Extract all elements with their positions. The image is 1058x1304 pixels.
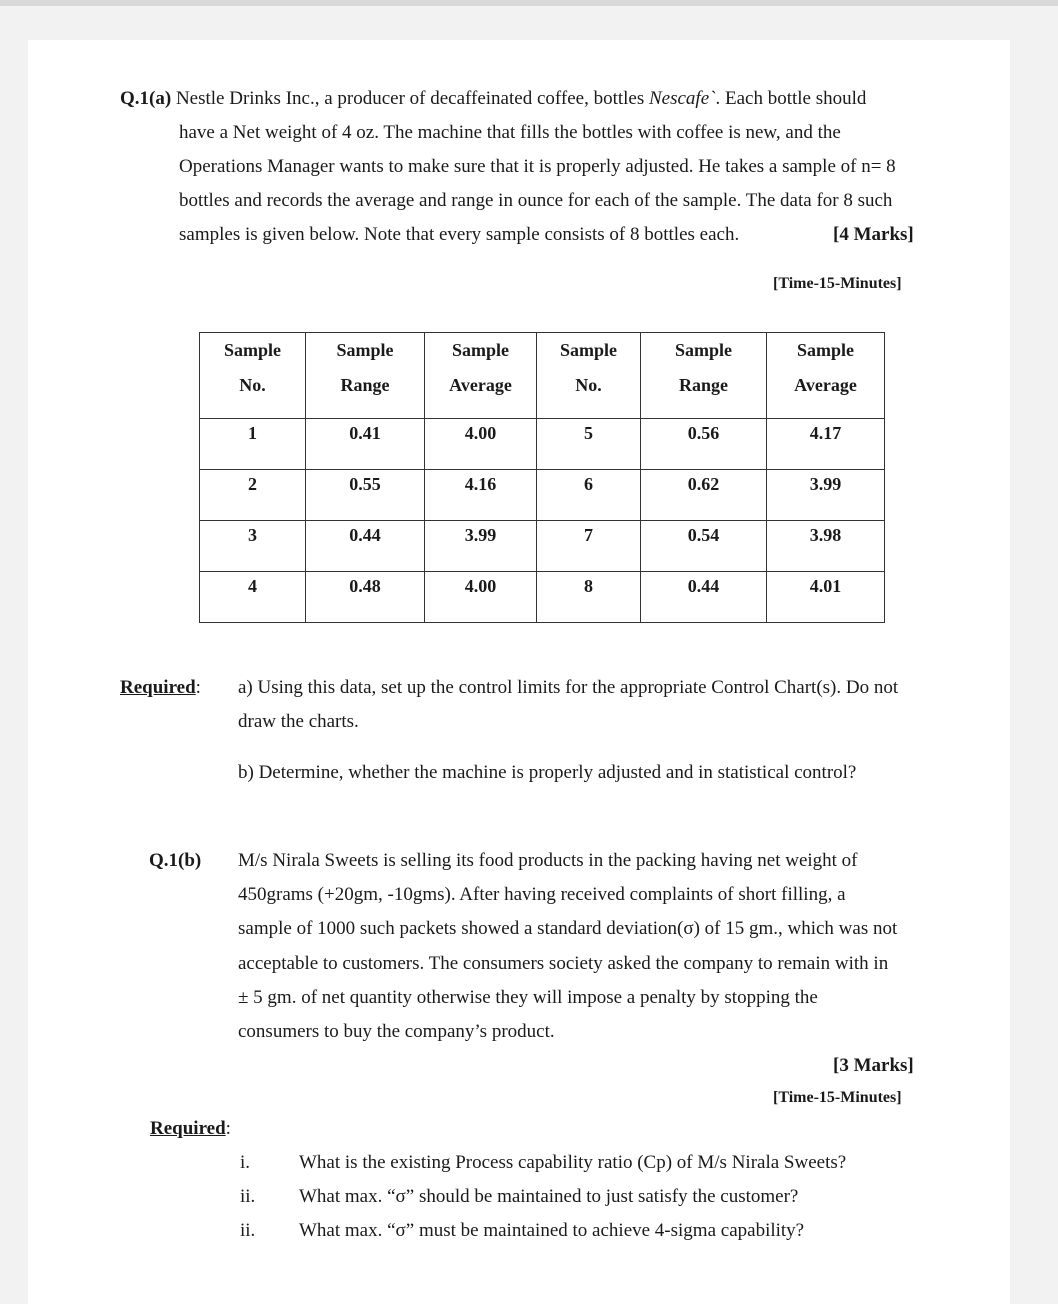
table-cell: 4.00: [425, 419, 537, 470]
table-cell: 4.17: [767, 419, 885, 470]
table-cell: 0.44: [641, 572, 767, 623]
q1a-line-4: bottles and records the average and range in ounce for each of the sample. The data for 8 such: [179, 190, 893, 211]
q1a-line-2: have a Net weight of 4 oz. The machine that fills the bottles with coffee is new, and the: [179, 122, 841, 143]
header-sample-average: Sample Average: [425, 333, 537, 419]
table-row: [200, 572, 885, 623]
q1a-line-1-text: Nestle Drinks Inc., a producer of decaffeinated coffee, bottles: [171, 88, 649, 109]
required-a-line-1: a) Using this data, set up the control limits for the appropriate Control Chart(s). Do not: [238, 677, 899, 698]
table-cell: 6: [537, 470, 641, 521]
q1b-line-2: 450grams (+20gm, -10gms). After having received complaints of short filling, a: [238, 884, 846, 905]
table-cell: 4.16: [425, 470, 537, 521]
q1b-label: Q.1(b): [149, 850, 202, 871]
header-sample-no: Sample No.: [200, 333, 306, 419]
q1a-line-5: samples is given below. Note that every sample consists of 8 bottles each.: [179, 224, 740, 245]
required-2-heading: [150, 1112, 231, 1146]
header-sample-range: Sample Range: [306, 333, 425, 419]
list-item: What is the existing Process capability ratio (Cp) of M/s Nirala Sweets?: [299, 1152, 847, 1173]
table-cell: 8: [537, 572, 641, 623]
table-cell: 3.99: [425, 521, 537, 572]
table-cell: 4.01: [767, 572, 885, 623]
table-cell: 7: [537, 521, 641, 572]
required-1-colon: :: [195, 677, 201, 698]
table-row: [200, 419, 885, 470]
q1a-line-1-end: . Each bottle should: [715, 88, 867, 109]
table-cell: 3: [200, 521, 306, 572]
list-item-number: i.: [240, 1152, 251, 1173]
q1a-label: Q.1(a): [120, 88, 172, 109]
list-item-number: ii.: [240, 1220, 256, 1241]
list-item: What max. “σ” should be maintained to just satisfy the customer?: [299, 1186, 799, 1207]
required-2-label: Required: [150, 1118, 226, 1139]
required-1-label: Required: [120, 677, 196, 698]
table-header-row: [200, 333, 885, 419]
required-1-heading: [120, 671, 201, 705]
q1b-line-6: consumers to buy the company’s product.: [238, 1021, 555, 1042]
table-row: [200, 470, 885, 521]
table-cell: 0.55: [306, 470, 425, 521]
table-cell: 1: [200, 419, 306, 470]
sample-data-table: [199, 332, 885, 623]
q1a-line-1: [120, 82, 866, 116]
table-cell: 4: [200, 572, 306, 623]
table-cell: 0.56: [641, 419, 767, 470]
list-item: What max. “σ” must be maintained to achieve 4-sigma capability?: [299, 1220, 805, 1241]
table-cell: 3.98: [767, 521, 885, 572]
table-cell: 0.48: [306, 572, 425, 623]
table-cell: 0.44: [306, 521, 425, 572]
table-cell: 3.99: [767, 470, 885, 521]
q1a-line-3: Operations Manager wants to make sure that it is properly adjusted. He takes a sample of n= 8: [179, 156, 896, 177]
header-sample-no-2: Sample No.: [537, 333, 641, 419]
q1b-line-5: ± 5 gm. of net quantity otherwise they will impose a penalty by stopping the: [238, 987, 818, 1008]
header-sample-range-2: Sample Range: [641, 333, 767, 419]
brand-name: Nescafe`: [648, 88, 716, 109]
required-a-line-2: draw the charts.: [238, 711, 359, 732]
table-cell: 4.00: [425, 572, 537, 623]
q1b-line-1: M/s Nirala Sweets is selling its food products in the packing having net weight of: [238, 850, 858, 871]
required-2-colon: :: [225, 1118, 231, 1139]
table-cell: 5: [537, 419, 641, 470]
table-cell: 0.62: [641, 470, 767, 521]
table-cell: 0.54: [641, 521, 767, 572]
q1a-time: [Time-15-Minutes]: [773, 275, 902, 292]
q1b-line-3: sample of 1000 such packets showed a standard deviation(σ) of 15 gm., which was not: [238, 918, 898, 939]
q1b-line-4: acceptable to customers. The consumers society asked the company to remain with in: [238, 953, 889, 974]
table-cell: 0.41: [306, 419, 425, 470]
list-item-number: ii.: [240, 1186, 256, 1207]
header-sample-average-2: Sample Average: [767, 333, 885, 419]
required-b: b) Determine, whether the machine is properly adjusted and in statistical control?: [238, 762, 857, 783]
top-border: [0, 0, 1058, 6]
q1b-marks: [3 Marks]: [833, 1055, 914, 1076]
q1a-marks: [4 Marks]: [833, 224, 914, 245]
table-cell: 2: [200, 470, 306, 521]
table-row: [200, 521, 885, 572]
q1b-time: [Time-15-Minutes]: [773, 1089, 902, 1106]
